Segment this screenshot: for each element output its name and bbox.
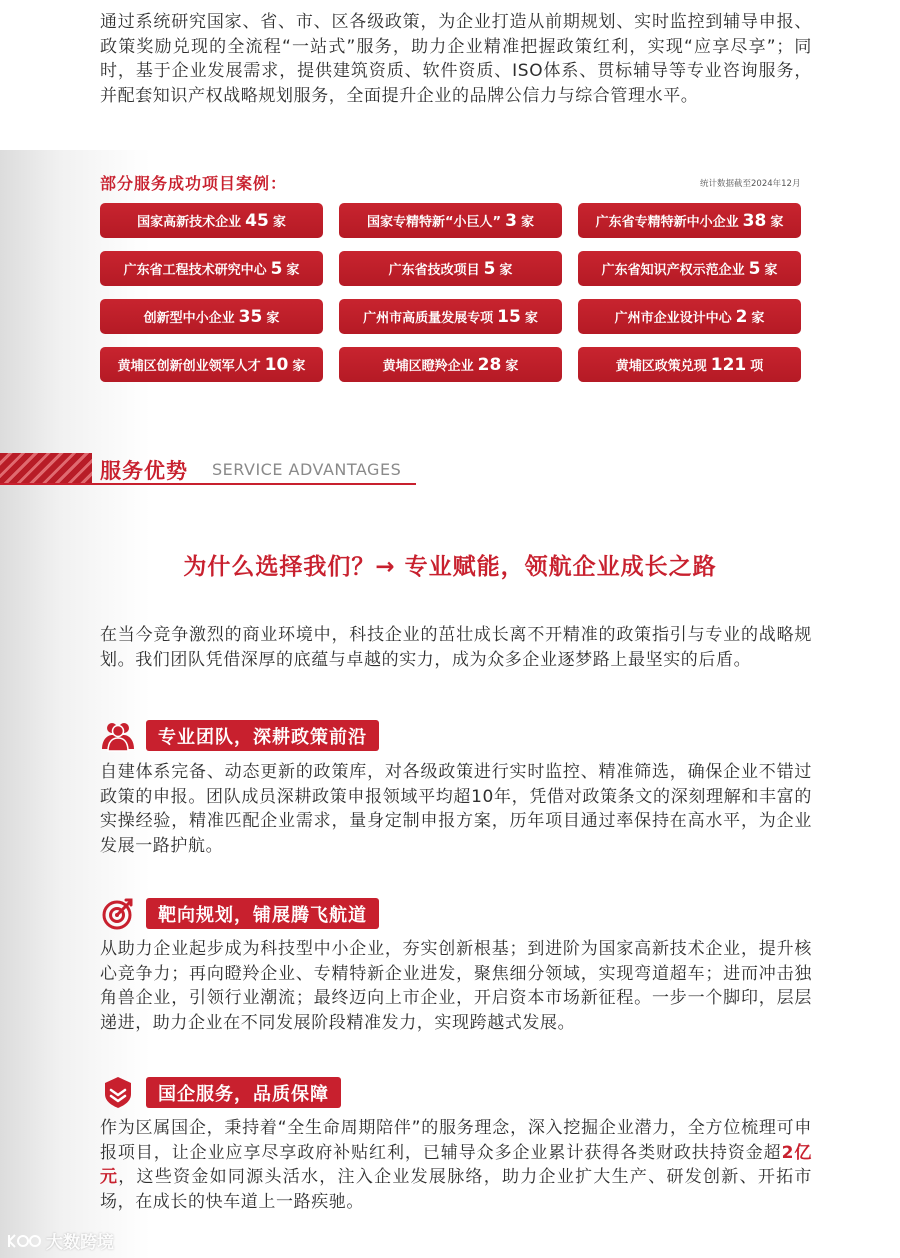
shield-badge-icon bbox=[100, 1074, 136, 1110]
case-card: 广州市高质量发展专项 15 家 bbox=[339, 299, 562, 334]
case-card: 黄埔区政策兑现 121 项 bbox=[578, 347, 801, 382]
case-card: 广州市企业设计中心 2 家 bbox=[578, 299, 801, 334]
case-card: 黄埔区瞪羚企业 28 家 bbox=[339, 347, 562, 382]
section-title: 服务优势 bbox=[100, 459, 188, 483]
case-card: 广东省知识产权示范企业 5 家 bbox=[578, 251, 801, 286]
case-card: 广东省工程技术研究中心 5 家 bbox=[100, 251, 323, 286]
team-label: 专业团队，深耕政策前沿 bbox=[146, 720, 379, 751]
case-card: 黄埔区创新创业领军人才 10 家 bbox=[100, 347, 323, 382]
target-icon bbox=[100, 896, 136, 932]
target-label: 靶向规划，铺展腾飞航道 bbox=[146, 898, 379, 929]
why-paragraph: 在当今竞争激烈的商业环境中，科技企业的茁壮成长离不开精准的政策指引与专业的战略规划。我们团队凭借深厚的底蕴与卓越的实力，成为众多企业逐梦路上最坚实的后盾。 bbox=[100, 625, 812, 670]
cases-stat-note: 统计数据截至2024年12月 bbox=[700, 179, 801, 189]
case-card: 创新型中小企业 35 家 bbox=[100, 299, 323, 334]
cases-title: 部分服务成功项目案例： bbox=[100, 174, 288, 193]
section-divider bbox=[0, 483, 416, 485]
soe-paragraph: 作为区属国企，秉持着“全生命周期陪伴”的服务理念，深入挖掘企业潜力，全方位梳理可申报项目，让企业应享尽享政府补贴红利，已辅导众多企业累计获得各类财政扶持资金超2亿元，这些资金如同源头活水，注入企业发展脉络，助力企业扩大生产、研发创新、开拓市场，在成长的快车道上一路疾驰。 bbox=[100, 1118, 812, 1212]
intro-paragraph: 通过系统研究国家、省、市、区各级政策，为企业打造从前期规划、实时监控到辅导申报、政策奖励兑现的全流程“一站式”服务，助力企业精准把握政策红利，实现“应享尽享”；同时，基于企业发展需求，提供建筑资质、软件资质、ISO体系、贯标辅导等专业咨询服务，并配套知识产权战略规划服务，全面提升企业的品牌公信力与综合管理水平。 bbox=[100, 12, 812, 106]
case-card: 广东省专精特新中小企业 38 家 bbox=[578, 203, 801, 238]
section-stripe-bar bbox=[0, 453, 92, 483]
target-paragraph: 从助力企业起步成为科技型中小企业，夯实创新根基；到进阶为国家高新技术企业，提升核心竞争力；再向瞪羚企业、专精特新企业进发，聚焦细分领域，实现弯道超车；进而冲击独角兽企业，引领行业潮流；最终迈向上市企业，开启资本市场新征程。一步一个脚印，层层递进，助力企业在不同发展阶段精准发力，实现跨越式发展。 bbox=[100, 939, 812, 1033]
funding-highlight: 2亿元 bbox=[100, 1142, 812, 1187]
case-card: 广东省技改项目 5 家 bbox=[339, 251, 562, 286]
section-subtitle: SERVICE ADVANTAGES bbox=[212, 460, 402, 479]
headline: 为什么选择我们？→ 专业赋能，领航企业成长之路 bbox=[183, 554, 717, 580]
soe-label: 国企服务，品质保障 bbox=[146, 1077, 341, 1108]
case-card: 国家高新技术企业 45 家 bbox=[100, 203, 323, 238]
team-icon bbox=[100, 717, 136, 753]
team-paragraph: 自建体系完备、动态更新的政策库，对各级政策进行实时监控、精准筛选，确保企业不错过政策的申报。团队成员深耕政策申报领域平均超10年，凭借对政策条文的深刻理解和丰富的实操经验，精准匹配企业需求，量身定制申报方案，历年项目通过率保持在高水平，为企业发展一路护航。 bbox=[100, 762, 812, 856]
watermark: 大数跨境 bbox=[6, 1228, 114, 1253]
case-grid bbox=[100, 203, 801, 383]
case-card: 国家专精特新“小巨人” 3 家 bbox=[339, 203, 562, 238]
watermark-logo-icon bbox=[6, 1231, 42, 1251]
